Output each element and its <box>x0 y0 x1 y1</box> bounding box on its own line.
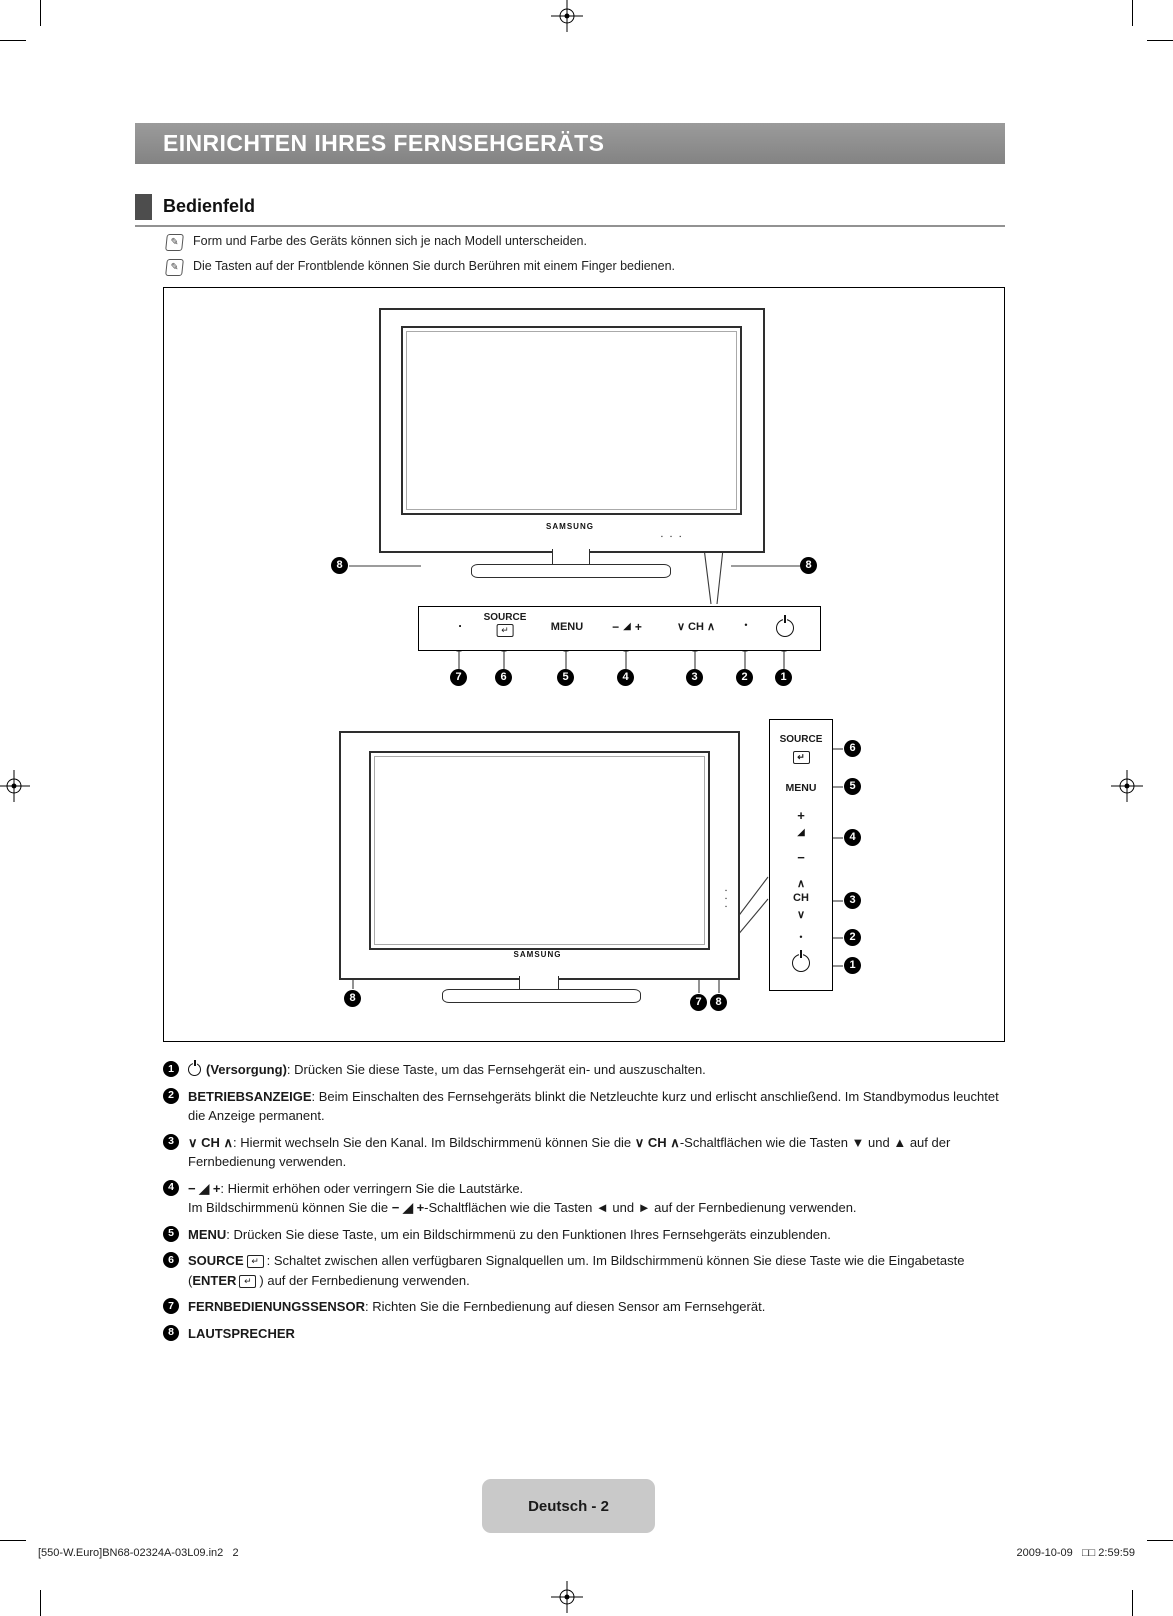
callout-3: 3 <box>686 669 703 686</box>
channel-down-icon: ∨ <box>676 621 686 633</box>
note-row <box>166 234 587 251</box>
source-label: SOURCE <box>483 612 527 623</box>
desc-item-3 <box>163 1133 1008 1172</box>
registration-mark-bottom <box>551 1581 583 1613</box>
source-label: SOURCE <box>779 734 823 745</box>
registration-mark-left <box>0 770 30 802</box>
callout-4: 4 <box>844 829 861 846</box>
registration-mark-right <box>1111 770 1143 802</box>
callout-7: 7 <box>450 669 467 686</box>
desc-bold: ∨ CH ∧ <box>634 1134 680 1150</box>
power-icon <box>188 1063 201 1076</box>
desc-text: : Schaltet zwischen allen verfügbaren Signalquellen um. Im Bildschirmmenü können Sie diese Taste wie die Eingabetaste ( <box>188 1253 965 1288</box>
desc-item-4 <box>163 1179 1008 1218</box>
desc-item-6 <box>163 1251 1008 1290</box>
page-number-label: Deutsch - 2 <box>528 1497 609 1515</box>
desc-item-1 <box>163 1060 1008 1080</box>
crop-mark <box>0 40 26 41</box>
tv2-control-panel <box>769 719 833 991</box>
desc-bold: LAUTSPRECHER <box>188 1325 295 1341</box>
callout-2: 2 <box>844 929 861 946</box>
desc-bold: − ◢ + <box>188 1180 221 1196</box>
desc-text: Im Bildschirmmenü können Sie die <box>188 1200 392 1215</box>
channel-buttons <box>677 620 715 633</box>
tv1-stand-base <box>471 564 671 578</box>
power-icon <box>776 619 794 637</box>
crop-mark <box>1147 1540 1173 1541</box>
tv2-brand-logo: SAMSUNG <box>513 950 562 959</box>
callout-7: 7 <box>690 994 707 1011</box>
enter-icon: ↵ <box>496 624 513 637</box>
callout-3: 3 <box>163 1134 179 1150</box>
callout-6: 6 <box>163 1252 179 1268</box>
tv1-control-panel <box>418 606 821 651</box>
desc-text: -Schaltflächen wie die Tasten ▼ und ▲ auf der Fernbedienung verwenden. <box>188 1134 951 1169</box>
note-row <box>166 259 675 276</box>
desc-bold: BETRIEBSANZEIGE <box>188 1088 312 1104</box>
tv1-screen <box>401 326 742 515</box>
callout-2: 2 <box>736 669 753 686</box>
enter-icon-wrap <box>770 748 832 766</box>
desc-item-2 <box>163 1087 1008 1126</box>
crop-mark <box>1132 1590 1133 1616</box>
enter-icon: ↵ <box>793 751 810 764</box>
enter-icon: ↵ <box>239 1275 256 1288</box>
channel-down-icon: ∨ <box>796 909 806 921</box>
enter-icon: ↵ <box>247 1255 264 1268</box>
section-title: Bedienfeld <box>163 196 256 216</box>
callout-2: 2 <box>163 1088 179 1104</box>
callout-8-right: 8 <box>800 557 817 574</box>
source-button <box>484 612 527 637</box>
button-descriptions <box>163 1060 1008 1350</box>
menu-button: MENU <box>550 621 584 633</box>
desc-text: : Drücken Sie diese Taste, um ein Bildschirmmenü zu den Funktionen Ihres Fernsehgeräts einzublenden. <box>226 1226 831 1242</box>
channel-label: CH <box>793 892 809 904</box>
desc-bold: ∨ CH ∧ <box>188 1134 234 1150</box>
volume-minus-label: − <box>797 850 805 865</box>
crop-mark <box>0 1540 26 1541</box>
sensor-dot-label: . <box>458 615 462 630</box>
callout-6: 6 <box>495 669 512 686</box>
section-rule <box>135 225 1005 227</box>
desc-bold: FERNBEDIENUNGSSENSOR <box>188 1299 365 1314</box>
desc-bold: (Versorgung) <box>206 1062 287 1077</box>
volume-buttons <box>612 620 642 634</box>
note-icon: ✎ <box>165 259 184 276</box>
note-text: Form und Farbe des Geräts können sich je nach Modell unterscheiden. <box>193 234 587 248</box>
registration-mark-top <box>551 0 583 32</box>
power-indicator-dot: • <box>799 932 803 942</box>
power-icon <box>792 954 810 972</box>
channel-up-icon: ∧ <box>796 878 806 890</box>
print-info-right: 2009-10-09 □□ 2:59:59 <box>1016 1547 1135 1559</box>
desc-item-8 <box>163 1324 1008 1344</box>
callout-1: 1 <box>163 1061 179 1077</box>
tv1-stand-neck <box>552 549 590 565</box>
desc-bold: SOURCE <box>188 1253 244 1268</box>
chapter-title: EINRICHTEN IHRES FERNSEHGERÄTS <box>163 130 605 156</box>
callout-8-left: 8 <box>344 990 361 1007</box>
volume-plus-label: + <box>634 620 642 634</box>
callout-5: 5 <box>844 778 861 795</box>
callout-8: 8 <box>163 1325 179 1341</box>
volume-plus-label: + <box>797 808 805 823</box>
callout-8: 8 <box>710 994 727 1011</box>
desc-bold: MENU <box>188 1226 227 1242</box>
desc-item-5 <box>163 1225 1008 1245</box>
volume-icon: ◢ <box>623 621 631 632</box>
desc-bold: − ◢ + <box>391 1200 425 1215</box>
crop-mark <box>40 0 41 26</box>
page-number-box <box>482 1479 655 1533</box>
desc-text: -Schaltflächen wie die Tasten ◄ und ► auf der Fernbedienung verwenden. <box>424 1200 857 1215</box>
callout-4: 4 <box>617 669 634 686</box>
desc-text: : Hiermit wechseln Sie den Kanal. Im Bildschirmmenü können Sie die <box>233 1134 635 1150</box>
callout-3: 3 <box>844 892 861 909</box>
crop-mark <box>40 1590 41 1616</box>
volume-minus-label: − <box>612 620 620 634</box>
desc-text: : Hiermit erhöhen oder verringern Sie die Lautstärke. <box>220 1180 524 1196</box>
volume-icon: ◢ <box>797 827 805 838</box>
callout-6: 6 <box>844 740 861 757</box>
callout-7: 7 <box>163 1298 179 1314</box>
chapter-header-bar <box>135 123 1005 164</box>
tv2-stand-base <box>442 989 641 1003</box>
callout-5: 5 <box>163 1226 179 1242</box>
tv2-screen <box>369 751 710 950</box>
desc-text: : Beim Einschalten des Fernsehgeräts blinkt die Netzleuchte kurz und erlischt anschließend. Im Standbymodus leuchtet die Anzeige permanent. <box>188 1088 999 1123</box>
tv1-indicator-icons: ▪ ▪ ▪ <box>661 534 685 540</box>
desc-bold: ENTER <box>192 1272 237 1288</box>
control-panel-figure <box>163 287 1005 1042</box>
tv2-indicator-icons: ▪▪▪ <box>723 888 729 912</box>
crop-mark <box>1132 0 1133 26</box>
desc-text: : Drücken Sie diese Taste, um das Fernsehgerät ein- und auszuschalten. <box>286 1062 706 1077</box>
tv1-brand-logo: SAMSUNG <box>546 522 594 531</box>
desc-text: ) auf der Fernbedienung verwenden. <box>259 1272 470 1288</box>
callout-8-left: 8 <box>331 557 348 574</box>
callout-4: 4 <box>163 1180 179 1196</box>
section-marker <box>135 194 152 220</box>
note-icon: ✎ <box>165 234 184 251</box>
note-text: Die Tasten auf der Frontblende können Sie durch Berühren mit einem Finger bedienen. <box>193 259 676 273</box>
callout-5: 5 <box>557 669 574 686</box>
desc-item-7 <box>163 1297 1008 1317</box>
power-indicator-dot: • <box>744 620 748 630</box>
print-info-left: [550-W.Euro]BN68-02324A-03L09.in2 2 <box>38 1547 239 1559</box>
crop-mark <box>1147 40 1173 41</box>
callout-1: 1 <box>775 669 792 686</box>
callout-1: 1 <box>844 957 861 974</box>
channel-up-icon: ∧ <box>706 621 716 633</box>
desc-text: : Richten Sie die Fernbedienung auf diesen Sensor am Fernsehgerät. <box>364 1299 766 1314</box>
channel-label: CH <box>688 620 704 633</box>
menu-label: MENU <box>785 782 817 794</box>
